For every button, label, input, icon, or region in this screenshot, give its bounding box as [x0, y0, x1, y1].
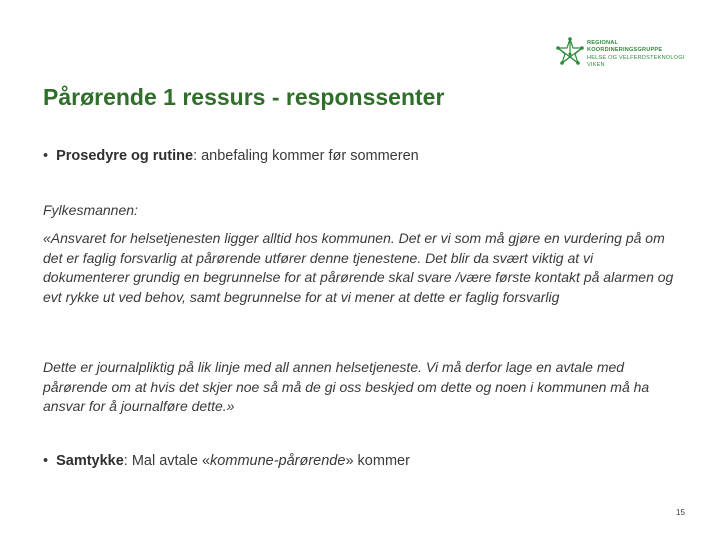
bullet-text-end: » kommer — [345, 453, 410, 469]
bullet-label: Samtykke — [56, 453, 124, 469]
bullet-prosedyre — [43, 148, 419, 164]
bullet-dot: • — [43, 148, 49, 164]
bullet-samtykke — [43, 453, 410, 469]
fylkesmannen-quote: «Ansvaret for helsetjenesten ligger alltid hos kommunen. Det er vi som må gjøre en vurdering på om det er faglig forsvarlig at pårørende utfører denne tjenestene. Det blir da svært viktig at vi dokumenterer grundig en begrunnelse for at pårørende skal svare /være første kontakt på alarmen og evt rykke ut ved behov, samt begrunnelse for at vi mener at dette er faglig forsvarlig — [43, 230, 674, 305]
logo-line-4: VIKEN — [587, 61, 605, 68]
logo-text — [587, 40, 685, 69]
logo-line-2: KOORDINERINGSGRUPPE — [587, 47, 663, 54]
logo-line-3: HELSE OG VELFERDSTEKNOLOGI — [587, 54, 685, 61]
bullet-text: : anbefaling kommer før sommeren — [193, 148, 419, 164]
page-number: 15 — [676, 508, 685, 517]
bullet-label: Prosedyre og rutine — [56, 148, 194, 164]
organization-logo — [556, 36, 696, 76]
logo-line-1: REGIONAL — [587, 40, 619, 46]
journal-paragraph: Dette er journalpliktig på lik linje med all annen helsetjeneste. Vi må derfor lage en avtale med pårørende om at hvis det skjer noe så må de gi oss beskjed om dette og noen i kommunen må ha ansvar for å journalføre dette.» — [43, 359, 650, 414]
bullet-dot: • — [43, 453, 49, 469]
bullet-text: : Mal avtale « — [123, 453, 211, 469]
fylkesmannen-label: Fylkesmannen: — [43, 202, 138, 218]
network-star-icon — [556, 36, 584, 72]
slide-title: Pårørende 1 ressurs - responssenter — [43, 84, 445, 110]
bullet-italic-text: kommune-pårørende — [210, 453, 346, 469]
